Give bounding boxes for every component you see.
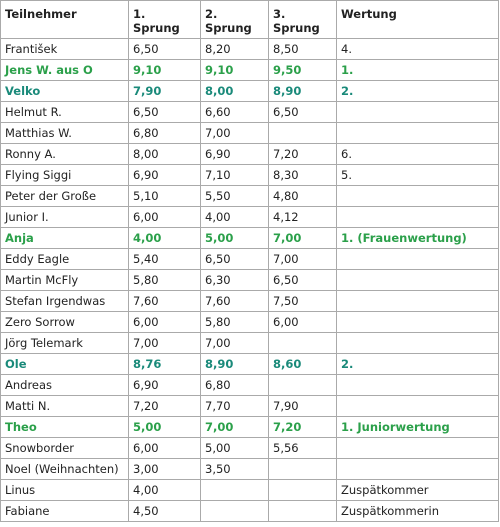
- jump-2-cell: 3,50: [201, 459, 269, 480]
- jump-3-cell: 8,50: [269, 39, 337, 60]
- jump-3-cell: [269, 123, 337, 144]
- jump-1-cell: 8,76: [129, 354, 201, 375]
- rating-cell: [337, 207, 499, 228]
- table-row: [1, 354, 499, 375]
- rating-cell: [337, 291, 499, 312]
- jump-1-cell: 3,00: [129, 459, 201, 480]
- jump-3-cell: 8,60: [269, 354, 337, 375]
- jump-1-cell: 7,00: [129, 333, 201, 354]
- jump-3-cell: 7,20: [269, 417, 337, 438]
- jump-2-cell: [201, 480, 269, 501]
- jump-1-cell: 7,60: [129, 291, 201, 312]
- participant-cell: Theo: [1, 417, 129, 438]
- participant-cell: Zero Sorrow: [1, 312, 129, 333]
- jump-3-cell: [269, 480, 337, 501]
- participant-cell: Matti N.: [1, 396, 129, 417]
- rating-cell: [337, 249, 499, 270]
- participant-cell: Matthias W.: [1, 123, 129, 144]
- participant-cell: Stefan Irgendwas: [1, 291, 129, 312]
- jump-1-cell: 6,50: [129, 102, 201, 123]
- rating-cell: [337, 438, 499, 459]
- header-jump-2: 2. Sprung: [201, 1, 269, 39]
- participant-cell: Ronny A.: [1, 144, 129, 165]
- jump-2-cell: 9,10: [201, 60, 269, 81]
- jump-1-cell: 8,00: [129, 144, 201, 165]
- jump-2-cell: 6,80: [201, 375, 269, 396]
- table-row: [1, 375, 499, 396]
- participant-cell: Velko: [1, 81, 129, 102]
- rating-cell: Zuspätkommerin: [337, 501, 499, 522]
- jump-3-cell: 8,30: [269, 165, 337, 186]
- jump-1-cell: 6,90: [129, 375, 201, 396]
- table-row: [1, 270, 499, 291]
- rating-cell: 2.: [337, 81, 499, 102]
- rating-cell: 1. (Frauenwertung): [337, 228, 499, 249]
- jump-1-cell: 9,10: [129, 60, 201, 81]
- table-row: [1, 249, 499, 270]
- table-row: [1, 165, 499, 186]
- jump-2-cell: 6,60: [201, 102, 269, 123]
- table-row: [1, 60, 499, 81]
- jump-3-cell: 7,50: [269, 291, 337, 312]
- header-participant: Teilnehmer: [1, 1, 129, 39]
- jump-1-cell: 6,00: [129, 312, 201, 333]
- jump-2-cell: 7,00: [201, 417, 269, 438]
- header-rating: Wertung: [337, 1, 499, 39]
- rating-cell: 4.: [337, 39, 499, 60]
- table-header-row: [1, 1, 499, 39]
- rating-cell: [337, 459, 499, 480]
- participant-cell: Eddy Eagle: [1, 249, 129, 270]
- jump-2-cell: 7,70: [201, 396, 269, 417]
- jump-1-cell: 6,50: [129, 39, 201, 60]
- jump-2-cell: 7,60: [201, 291, 269, 312]
- participant-cell: Anja: [1, 228, 129, 249]
- rating-cell: [337, 396, 499, 417]
- table-row: [1, 81, 499, 102]
- rating-cell: 5.: [337, 165, 499, 186]
- rating-cell: 1. Juniorwertung: [337, 417, 499, 438]
- jump-1-cell: 6,00: [129, 438, 201, 459]
- header-jump-3: 3. Sprung: [269, 1, 337, 39]
- table-row: [1, 123, 499, 144]
- header-jump-1: 1. Sprung: [129, 1, 201, 39]
- rating-cell: 6.: [337, 144, 499, 165]
- participant-cell: Martin McFly: [1, 270, 129, 291]
- jump-3-cell: 9,50: [269, 60, 337, 81]
- jump-1-cell: 5,80: [129, 270, 201, 291]
- jump-3-cell: 6,50: [269, 102, 337, 123]
- jump-3-cell: 4,80: [269, 186, 337, 207]
- participant-cell: Jens W. aus O: [1, 60, 129, 81]
- jump-3-cell: [269, 501, 337, 522]
- table-row: [1, 228, 499, 249]
- jump-2-cell: 7,10: [201, 165, 269, 186]
- table-row: [1, 291, 499, 312]
- jump-2-cell: 8,90: [201, 354, 269, 375]
- rating-cell: [337, 270, 499, 291]
- rating-cell: [337, 186, 499, 207]
- participant-cell: František: [1, 39, 129, 60]
- participant-cell: Snowborder: [1, 438, 129, 459]
- table-row: [1, 39, 499, 60]
- jump-1-cell: 4,00: [129, 228, 201, 249]
- jump-2-cell: 6,50: [201, 249, 269, 270]
- participant-cell: Linus: [1, 480, 129, 501]
- jump-3-cell: 4,12: [269, 207, 337, 228]
- rating-cell: 1.: [337, 60, 499, 81]
- jump-3-cell: 7,00: [269, 249, 337, 270]
- jump-3-cell: 7,00: [269, 228, 337, 249]
- jump-2-cell: 4,00: [201, 207, 269, 228]
- jump-1-cell: 4,00: [129, 480, 201, 501]
- jump-1-cell: 5,10: [129, 186, 201, 207]
- table-row: [1, 186, 499, 207]
- participant-cell: Junior I.: [1, 207, 129, 228]
- jump-3-cell: 6,50: [269, 270, 337, 291]
- table-row: [1, 480, 499, 501]
- jump-2-cell: 6,30: [201, 270, 269, 291]
- rating-cell: Zuspätkommer: [337, 480, 499, 501]
- rating-cell: [337, 102, 499, 123]
- table-row: [1, 312, 499, 333]
- table-row: [1, 417, 499, 438]
- jump-1-cell: 5,40: [129, 249, 201, 270]
- table-body: [1, 39, 499, 522]
- jump-3-cell: 6,00: [269, 312, 337, 333]
- jump-2-cell: 8,20: [201, 39, 269, 60]
- table-row: [1, 144, 499, 165]
- jump-3-cell: 7,90: [269, 396, 337, 417]
- jump-3-cell: [269, 459, 337, 480]
- jump-2-cell: 7,00: [201, 333, 269, 354]
- table-row: [1, 438, 499, 459]
- jump-1-cell: 6,00: [129, 207, 201, 228]
- jump-1-cell: 6,80: [129, 123, 201, 144]
- jump-2-cell: 5,00: [201, 228, 269, 249]
- participant-cell: Peter der Große: [1, 186, 129, 207]
- table-row: [1, 396, 499, 417]
- table-row: [1, 333, 499, 354]
- jump-1-cell: 5,00: [129, 417, 201, 438]
- jump-2-cell: 5,80: [201, 312, 269, 333]
- jump-3-cell: [269, 333, 337, 354]
- jump-1-cell: 6,90: [129, 165, 201, 186]
- jump-2-cell: 5,00: [201, 438, 269, 459]
- jump-2-cell: 8,00: [201, 81, 269, 102]
- rating-cell: [337, 333, 499, 354]
- participant-cell: Andreas: [1, 375, 129, 396]
- jump-1-cell: 7,90: [129, 81, 201, 102]
- table-row: [1, 501, 499, 522]
- jump-2-cell: [201, 501, 269, 522]
- jump-3-cell: [269, 375, 337, 396]
- rating-cell: 2.: [337, 354, 499, 375]
- jump-1-cell: 4,50: [129, 501, 201, 522]
- table-row: [1, 459, 499, 480]
- jump-3-cell: 8,90: [269, 81, 337, 102]
- jump-3-cell: 5,56: [269, 438, 337, 459]
- rating-cell: [337, 312, 499, 333]
- rating-cell: [337, 123, 499, 144]
- table-row: [1, 102, 499, 123]
- jump-2-cell: 7,00: [201, 123, 269, 144]
- participant-cell: Noel (Weihnachten): [1, 459, 129, 480]
- jump-3-cell: 7,20: [269, 144, 337, 165]
- participant-cell: Fabiane: [1, 501, 129, 522]
- jump-2-cell: 5,50: [201, 186, 269, 207]
- table-row: [1, 207, 499, 228]
- participant-cell: Jörg Telemark: [1, 333, 129, 354]
- participant-cell: Helmut R.: [1, 102, 129, 123]
- participant-cell: Flying Siggi: [1, 165, 129, 186]
- jump-1-cell: 7,20: [129, 396, 201, 417]
- jump-2-cell: 6,90: [201, 144, 269, 165]
- rating-cell: [337, 375, 499, 396]
- participant-cell: Ole: [1, 354, 129, 375]
